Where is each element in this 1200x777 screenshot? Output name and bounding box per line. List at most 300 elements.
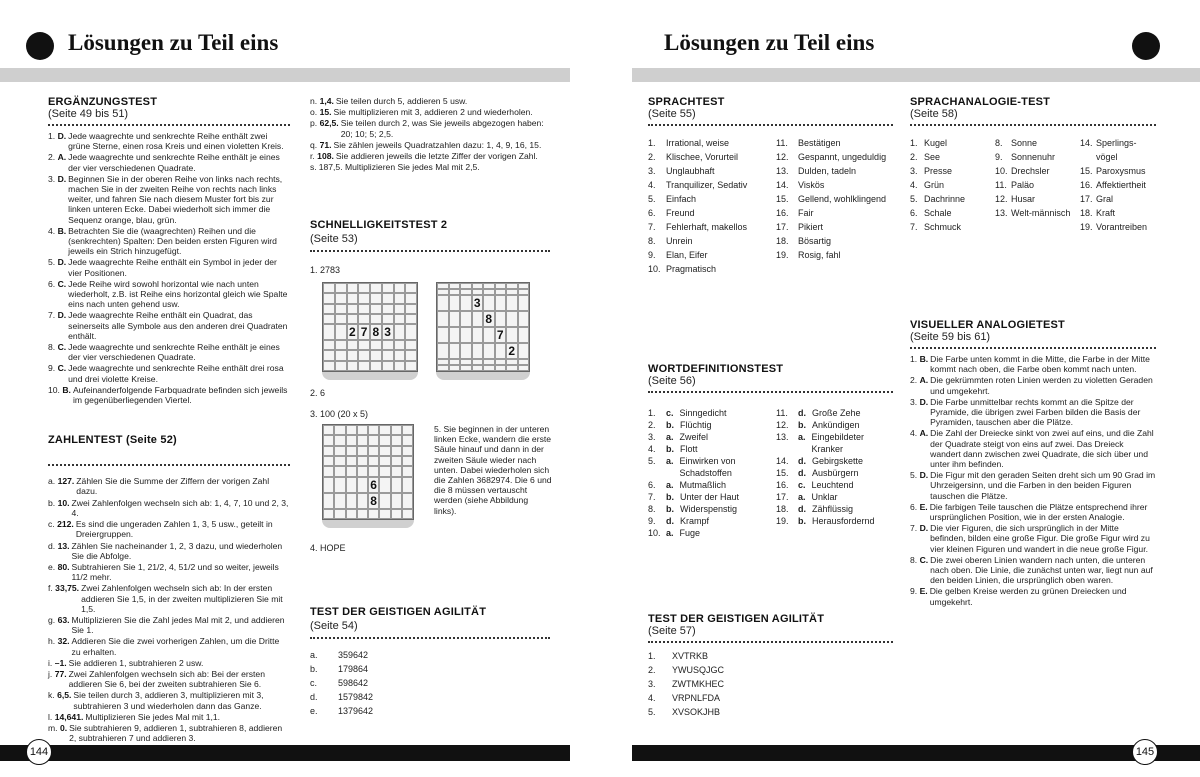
item-text: Elan, Eifer	[666, 250, 708, 260]
item-number	[48, 583, 81, 614]
grid-cell	[391, 493, 402, 509]
item-index: e.	[310, 706, 318, 716]
item-answer: 62,5.	[319, 118, 339, 129]
item-text: Sie addieren 1, subtrahieren 2 usw.	[68, 657, 204, 668]
item-text: Dachrinne	[924, 194, 966, 204]
item-number	[48, 310, 68, 341]
list-item	[48, 658, 290, 668]
item-answer: b.	[666, 444, 674, 454]
list-item	[776, 407, 893, 419]
grid-cell	[334, 493, 345, 509]
list-item	[310, 704, 510, 718]
section-subtitle: (Seite 57)	[648, 625, 696, 637]
grid-cell	[483, 327, 495, 343]
grid-cell	[394, 340, 406, 350]
grid-digit: 3	[472, 295, 484, 311]
item-index: 3.	[648, 679, 656, 689]
item-number	[48, 174, 68, 225]
grid-cell	[358, 304, 370, 314]
item-answer: –1.	[54, 657, 67, 668]
item-index: 8.	[910, 554, 920, 565]
grid-cell	[391, 477, 402, 493]
list-item	[1080, 192, 1156, 206]
grid-cell	[335, 304, 347, 314]
list-item	[910, 220, 995, 234]
grid-cell	[506, 327, 518, 343]
number-grid-1	[322, 282, 418, 372]
item-text: Aufeinanderfolgende Farbquadrate befinden sich jeweils im gegenüberliegenden Viertel.	[72, 384, 288, 406]
item-index: 5.	[910, 470, 920, 481]
agility-list	[648, 649, 893, 719]
item-text: Zähflüssig	[812, 504, 854, 514]
item-number	[910, 523, 930, 554]
grid-cell	[370, 293, 382, 303]
item-answer: d.	[666, 516, 674, 526]
item-text: Subtrahieren Sie 1, 21/2, 4, 51/2 und so weiter, jeweils 11/2 mehr.	[71, 561, 279, 583]
item-text: Fair	[798, 208, 814, 218]
dotted-divider	[48, 124, 290, 126]
item-text: Jede waagrechte und senkrechte Reihe enthält drei rosa und drei violette Kreise.	[68, 363, 284, 384]
grid-cell	[402, 446, 413, 456]
item-index: j.	[48, 668, 55, 679]
item-text: Jede Reihe wird sowohl horizontal wie nach unten wiederholt, z.B. ist Reihe eins horizontal gleich wie Spalte eins nach unten gehend usw.	[68, 278, 288, 310]
item-number	[48, 636, 72, 656]
item-answer: A.	[57, 152, 67, 163]
item-index: 14.	[1080, 138, 1093, 148]
grid-cell	[483, 295, 495, 311]
item-index: 3.	[648, 166, 656, 176]
item-text: Dulden, tadeln	[798, 166, 857, 176]
list-item	[48, 257, 290, 277]
item-number	[48, 723, 69, 743]
grid-cell	[323, 304, 335, 314]
item-text: Flott	[680, 444, 698, 454]
list-item	[910, 354, 1156, 374]
list-item	[910, 206, 995, 220]
grid-cell	[394, 293, 406, 303]
item-answer: a.	[798, 432, 806, 442]
item-index: 2.	[910, 152, 918, 162]
list-item	[648, 677, 893, 691]
grid-cell	[323, 435, 334, 445]
grid-cell	[405, 340, 417, 350]
item-text: Gebirgskette	[812, 456, 864, 466]
grid-cell	[518, 295, 530, 311]
grid-cell	[347, 283, 359, 293]
list-item	[48, 174, 290, 225]
item-index: 6.	[648, 480, 656, 490]
item-number	[310, 118, 341, 138]
list-item	[776, 192, 893, 206]
grid-cell	[460, 343, 472, 359]
grid-cell	[402, 456, 413, 466]
grid-cell	[335, 340, 347, 350]
item-answer: C.	[57, 342, 67, 353]
item-answer: 0.	[59, 722, 68, 733]
wortdef-col-2	[776, 407, 893, 539]
grid-cell	[323, 446, 334, 456]
item-answer: d.	[798, 408, 806, 418]
item-text: Jede waagrechte und senkrechte Reihe enthält je eines der vier verschiedenen Quadrate.	[68, 342, 280, 363]
grid-digit: 3	[382, 324, 394, 340]
grid-digit: 8	[368, 493, 379, 509]
item-text: XVSOKJHB	[672, 707, 721, 717]
list-item	[995, 150, 1080, 164]
item-index: 2.	[48, 152, 58, 163]
sprachtest-col-1	[648, 136, 776, 276]
list-item	[776, 503, 893, 515]
item-answer: 14,641.	[54, 711, 84, 722]
grid-cell	[357, 477, 368, 493]
grid-cell	[460, 295, 472, 311]
item-text: Jede waagrechte Reihe enthält ein Symbol in jeder der vier Positionen.	[68, 257, 277, 278]
grid-cell	[370, 314, 382, 324]
grid-cell	[346, 456, 357, 466]
item-answer: C.	[919, 554, 929, 565]
item-number	[910, 397, 930, 428]
list-item	[776, 479, 893, 491]
list-item	[648, 248, 776, 262]
item-index: 4.	[910, 180, 918, 190]
dotted-divider	[910, 347, 1156, 349]
list-item	[776, 136, 893, 150]
item-answer: b.	[666, 504, 674, 514]
grid-cell	[382, 304, 394, 314]
item-text: Gespannt, ungeduldig	[798, 152, 887, 162]
item-text: Mutmaßlich	[679, 480, 727, 490]
grid-cell	[368, 466, 379, 476]
item-text: Eingebildeter Kranker	[811, 432, 865, 454]
item-text: Vorantreiben	[1096, 222, 1148, 232]
item-answer: 108.	[317, 151, 334, 162]
section-subtitle: (Seite 49 bis 51)	[48, 108, 129, 120]
item-answer: B.	[57, 225, 67, 236]
item-index: 14.	[776, 456, 789, 466]
item-index: 7.	[910, 523, 920, 534]
item-index: 16.	[776, 208, 789, 218]
item-index: 11.	[776, 138, 788, 148]
section-heading: SPRACHANALOGIE-TEST	[910, 96, 1051, 108]
grid-cell	[323, 477, 334, 493]
grid-cell	[518, 343, 530, 359]
list-item	[310, 662, 510, 676]
grid-cell	[347, 314, 359, 324]
item-text: 598642	[338, 678, 369, 688]
grid-cell	[405, 293, 417, 303]
item-number	[910, 586, 930, 606]
item-answer: b.	[666, 492, 674, 502]
item-text: 359642	[338, 650, 369, 660]
grid-cell	[449, 343, 461, 359]
grid-cell	[379, 435, 390, 445]
item-text: Pragmatisch	[666, 264, 717, 274]
item-text: Jede waagrechte und senkrechte Reihe enthält zwei grüne Sterne, einen rosa Kreis und einen violetten Kreis.	[68, 131, 284, 152]
item-number	[910, 502, 930, 522]
grid-cell	[402, 477, 413, 493]
item-answer: c.	[798, 480, 806, 490]
item-index: 15.	[776, 194, 789, 204]
list-item	[48, 636, 290, 656]
list-item	[776, 419, 893, 431]
grid-cell	[405, 304, 417, 314]
dotted-divider	[310, 637, 550, 639]
item-index: 4.	[910, 428, 920, 439]
black-dot-icon	[1132, 32, 1160, 60]
grid-cell	[391, 435, 402, 445]
grid-cell	[357, 509, 368, 519]
grid-cell	[370, 340, 382, 350]
page-number: 145	[1132, 739, 1158, 765]
item-text: 179864	[338, 664, 369, 674]
item-text: Kraft	[1096, 208, 1116, 218]
item-index: 1.	[910, 354, 920, 364]
item-answer: a.	[666, 456, 674, 466]
list-item	[776, 491, 893, 503]
item-text: Sonnenuhr	[1011, 152, 1056, 162]
section-heading: VISUELLER ANALOGIETEST	[910, 319, 1065, 331]
item-answer: D.	[57, 310, 67, 321]
item-index: 7.	[648, 492, 656, 502]
list-item	[910, 375, 1156, 395]
item-text: Tranquilizer, Sedativ	[666, 180, 748, 190]
grid-cell	[394, 361, 406, 371]
item-index: 6.	[648, 208, 656, 218]
item-index: e.	[48, 561, 58, 572]
item-text: Sie teilen durch 5, addieren 5 usw.	[335, 96, 468, 106]
list-item	[776, 220, 893, 234]
item-answer: a.	[666, 528, 674, 538]
grid-cell	[370, 304, 382, 314]
section-heading: TEST DER GEISTIGEN AGILITÄT	[648, 613, 825, 625]
grid-base	[436, 372, 530, 380]
grid-cell	[334, 509, 345, 519]
list-item	[648, 234, 776, 248]
list-item	[776, 206, 893, 220]
item-number	[48, 498, 72, 518]
item-text: Zählen Sie nacheinander 1, 2, 3 dazu, und wiederholen Sie die Abfolge.	[71, 540, 283, 561]
item-number	[48, 712, 85, 722]
grid-cell	[379, 477, 390, 493]
item-text: Unklar	[811, 492, 838, 502]
item-answer: D.	[57, 257, 67, 268]
section-subtitle: (Seite 58)	[910, 108, 958, 120]
list-item	[776, 455, 893, 467]
item-index: 7.	[648, 222, 656, 232]
item-answer: B.	[62, 384, 71, 395]
item-text: Sperlings-vögel	[1096, 138, 1137, 162]
item-text: Unrein	[666, 236, 693, 246]
list-item	[1080, 164, 1156, 178]
item-answer: 127.	[57, 476, 75, 487]
item-number	[310, 107, 334, 117]
list-item	[910, 178, 995, 192]
item-text: Die vier Figuren, die sich ursprünglich in der Mitte befinden, bilden eine große Figur. Die große Figur wird zu vier kleinen Figuren und wandert in die neue große Figur.	[930, 523, 1150, 554]
grid-cell	[368, 446, 379, 456]
item-number	[48, 476, 76, 496]
grid-cell	[495, 295, 507, 311]
item-index: 3.	[910, 166, 918, 176]
list-item	[48, 723, 290, 743]
grid-cell	[323, 314, 335, 324]
item-index: 5.	[648, 456, 656, 466]
item-index: 11.	[776, 408, 788, 418]
grid-cell	[347, 350, 359, 360]
item-index: 3.	[648, 432, 656, 442]
item-index: 2.	[910, 375, 920, 386]
item-answer: 63.	[57, 614, 70, 625]
grid-cell	[346, 446, 357, 456]
grid-cell	[518, 365, 530, 371]
item-index: 16.	[1080, 180, 1093, 190]
grid-digit: 6	[368, 477, 379, 493]
item-answer: 80.	[57, 561, 70, 572]
item-index: 19.	[776, 250, 789, 260]
section-subtitle: (Seite 59 bis 61)	[910, 331, 991, 343]
grid-digit: 7	[358, 324, 370, 340]
grid-cell	[506, 311, 518, 327]
item-text: Unter der Haut	[680, 492, 740, 502]
grid-cell	[335, 350, 347, 360]
grid-cell	[518, 327, 530, 343]
list-item	[995, 206, 1080, 220]
grid-cell	[391, 446, 402, 456]
grid-cell	[402, 493, 413, 509]
zahlentest-list	[48, 476, 290, 743]
list-item	[48, 279, 290, 310]
item-text: Gellend, wohlklingend	[798, 194, 887, 204]
item-index: c.	[310, 678, 318, 688]
item-number	[910, 555, 930, 586]
list-item	[648, 479, 776, 491]
item-index: a.	[48, 476, 58, 487]
list-item	[910, 136, 995, 150]
item-answer: 13.	[57, 540, 70, 551]
item-text: Die gekrümmten roten Linien werden zu violetten Geraden und umgekehrt.	[930, 375, 1153, 396]
item-text: Widerspenstig	[680, 504, 738, 514]
item-text: Viskös	[798, 180, 825, 190]
item-answer: 77.	[54, 668, 67, 679]
section-subtitle: (Seite 56)	[648, 375, 696, 387]
item-text: Unglaubhaft	[666, 166, 715, 176]
item-text: 1579842	[338, 692, 374, 702]
list-item	[310, 107, 550, 117]
grid-cell	[391, 466, 402, 476]
number-grid-3	[322, 424, 414, 520]
grid-cell	[323, 361, 335, 371]
grid-cell	[437, 327, 449, 343]
list-item	[310, 151, 550, 161]
grid-cell	[405, 283, 417, 293]
item-text: Paläo	[1011, 180, 1035, 190]
grid-cell	[347, 304, 359, 314]
item-text: Die gelben Kreise werden zu grünen Dreiecken und umgekehrt.	[929, 586, 1127, 607]
item-answer: D.	[57, 131, 67, 141]
list-item	[776, 248, 893, 262]
list-item	[648, 431, 776, 443]
footer-bar	[0, 745, 570, 761]
grid-cell	[370, 361, 382, 371]
item-index: 17.	[1080, 194, 1093, 204]
left-column-1	[48, 96, 290, 744]
item-index: o.	[310, 107, 320, 118]
item-index: 8.	[995, 138, 1003, 148]
item-index: 8.	[648, 236, 656, 246]
item-answer: D.	[919, 396, 929, 407]
item-index: 18.	[1080, 208, 1093, 218]
list-item	[648, 491, 776, 503]
answer-1: 1. 2783	[310, 265, 341, 275]
item-text: Freund	[666, 208, 695, 218]
answer-5-note: 5. Sie beginnen in der unteren linken Ecke, wandern die erste Säule hinauf und dann in der zweiten Säule wieder nach unten. Dabei wiederholen sich die Zahlen 3682974. Die 6 und die 8 müssen vertauscht werden (siehe Abbildung links).	[434, 424, 552, 516]
grid-cell	[391, 509, 402, 519]
list-item	[995, 164, 1080, 178]
grid-cell	[449, 311, 461, 327]
grid-cell	[394, 283, 406, 293]
list-item	[48, 712, 290, 722]
list-item	[648, 663, 893, 677]
item-text: Flüchtig	[680, 420, 712, 430]
list-item	[48, 498, 290, 518]
list-item	[48, 226, 290, 257]
item-answer: C.	[57, 278, 67, 289]
item-index: 13.	[995, 208, 1008, 218]
item-index: 14.	[776, 180, 789, 190]
item-index: 6.	[910, 501, 920, 512]
list-item	[776, 150, 893, 164]
item-text: Zwei Zahlenfolgen wechseln sich ab: In der ersten addieren Sie 1,5, in der zweiten multiplizieren Sie mit 1,5.	[81, 583, 283, 614]
grid-cell	[335, 324, 347, 340]
item-number	[48, 257, 68, 277]
grid-cell	[382, 283, 394, 293]
item-index: 5.	[648, 707, 656, 717]
section-heading: ZAHLENTEST (Seite 52)	[48, 434, 177, 447]
item-answer: c.	[666, 408, 674, 418]
grid-digit: 8	[483, 311, 495, 327]
item-index: q.	[310, 139, 320, 150]
grid-cell	[323, 340, 335, 350]
list-item	[1080, 206, 1156, 220]
item-text: YWUSQJGC	[672, 665, 725, 675]
section-heading: TEST DER GEISTIGEN AGILITÄT	[310, 606, 487, 618]
item-answer: b.	[798, 420, 806, 430]
list-item	[776, 234, 893, 248]
item-index: 4.	[648, 180, 656, 190]
item-text: Die zwei oberen Linien wandern nach unten, die unteren nach oben. Die Linie, die zunächst unten war, liegt nun auf den beiden Linien, die ursprünglich oben waren.	[930, 554, 1153, 586]
grid-cell	[437, 343, 449, 359]
list-item	[648, 192, 776, 206]
list-item	[310, 648, 510, 662]
item-number	[48, 658, 69, 668]
list-item	[910, 150, 995, 164]
grid-cell	[483, 343, 495, 359]
dotted-divider	[310, 250, 550, 252]
item-text: Betrachten Sie die (waagrechten) Reihen und die (senkrechten) Spalten: Den beiden ersten Figuren wird jeweils ein Strich hinzugefügt.	[68, 225, 277, 257]
grid-cell	[402, 435, 413, 445]
list-item	[648, 503, 776, 515]
item-text: Husar	[1011, 194, 1036, 204]
analogie-col-3	[1080, 136, 1156, 234]
list-item	[48, 615, 290, 635]
grid-cell	[358, 361, 370, 371]
grid-cell	[472, 311, 484, 327]
list-item	[648, 515, 776, 527]
grid-cell	[346, 477, 357, 493]
grid-cell	[394, 314, 406, 324]
list-item	[776, 515, 893, 527]
wortdefinition-section	[648, 363, 893, 543]
item-index: s.	[310, 162, 317, 173]
item-answer: d.	[798, 504, 806, 514]
